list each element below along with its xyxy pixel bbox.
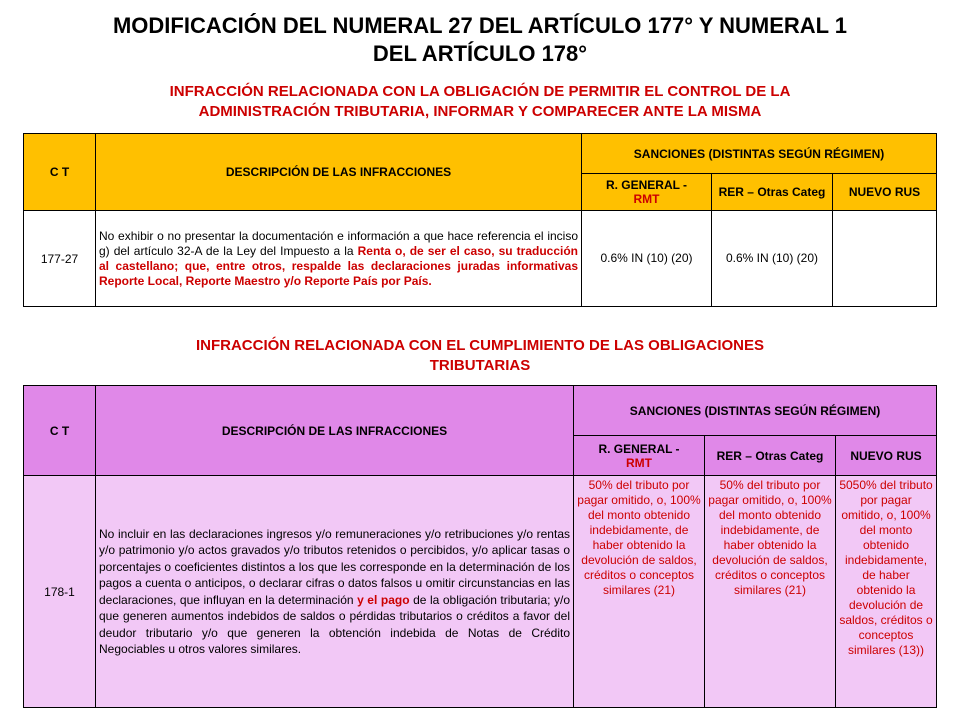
header-rer: RER – Otras Categ <box>705 436 836 476</box>
row-description-text-end: de la obligación tributaria; y/o que generen aumentos indebidos de saldos o pérdidas tributarios o créditos a favor del deudor tributario y/o que generen la obtención indebida de Notas de Crédito Negociables u otros valores similares. <box>99 592 571 656</box>
row-description-text: No exhibir o no presentar la documentación e información a que hace referencia el inciso g) del artículo 32-A de la Ley del Impuesto a la <box>99 228 578 258</box>
header-ct: C T <box>24 386 96 476</box>
header-regimen-general <box>582 174 712 211</box>
header-sanciones: SANCIONES (DISTINTAS SEGÚN RÉGIMEN) <box>574 386 937 436</box>
header-rer: RER – Otras Categ <box>712 174 833 211</box>
row-description <box>96 211 582 307</box>
table-row <box>24 476 937 708</box>
header-ct: C T <box>24 134 96 211</box>
row-sancion-regimen-general: 50% del tributo por pagar omitido, o, 100% del monto obtenido indebidamente, de haber obtenido la devolución de saldos, créditos o conceptos similares (21) <box>574 476 705 708</box>
row-description-text: No incluir en las declaraciones ingresos y/o remuneraciones y/o retribuciones y/o rentas y/o patrimonio y/o actos gravados y/o tributos retenidos o percibidos, y/o aplicar tasas o porcentajes o coeficientes distintos a los que les corresponde en la determinación de los pagos a cuenta o anticipos, o declarar cifras o datos falsos u omitir circunstancias en las declaraciones, que influyan en la determinación <box>99 526 570 607</box>
section2-subtitle-line-2: TRIBUTARIAS <box>429 357 531 374</box>
header-sanciones: SANCIONES (DISTINTAS SEGÚN RÉGIMEN) <box>582 134 937 174</box>
row-sancion-rer: 0.6% IN (10) (20) <box>712 211 833 307</box>
row-description-highlight: y el pago <box>357 592 410 607</box>
section1-subtitle-line-2: ADMINISTRACIÓN TRIBUTARIA, INFORMAR Y COMPARECER ANTE LA MISMA <box>198 103 762 120</box>
header-rmt-label: RMT <box>633 192 660 206</box>
row-sancion-nuevo-rus <box>833 211 937 307</box>
infraction-table-178 <box>23 385 937 708</box>
row-code: 178-1 <box>24 476 96 708</box>
section2-subtitle-line-1: INFRACCIÓN RELACIONADA CON EL CUMPLIMIENTO DE LAS OBLIGACIONES <box>195 337 765 354</box>
header-description: DESCRIPCIÓN DE LAS INFRACCIONES <box>96 386 574 476</box>
header-description: DESCRIPCIÓN DE LAS INFRACCIONES <box>96 134 582 211</box>
row-sancion-rer: 50% del tributo por pagar omitido, o, 100% del monto obtenido indebidamente, de haber obtenido la devolución de saldos, créditos o conceptos similares (21) <box>705 476 836 708</box>
header-nuevo-rus: NUEVO RUS <box>833 174 937 211</box>
page-title <box>0 12 960 68</box>
section1-subtitle-line-1: INFRACCIÓN RELACIONADA CON LA OBLIGACIÓN DE PERMITIR EL CONTROL DE LA <box>169 83 791 100</box>
row-code: 177-27 <box>24 211 96 307</box>
row-description-highlight: Renta o, de ser el caso, su traducción al castellano; que, entre otros, respalde las declaraciones juradas informativas Reporte Local, Reporte Maestro y/o Reporte País por País. <box>99 243 578 288</box>
header-regimen-general-label: R. GENERAL - <box>598 441 680 456</box>
row-description <box>96 476 574 708</box>
header-regimen-general-label: R. GENERAL - <box>605 178 688 192</box>
infraction-table-177 <box>23 133 937 307</box>
header-regimen-general <box>574 436 705 476</box>
section1-subtitle <box>40 82 920 122</box>
row-sancion-regimen-general: 0.6% IN (10) (20) <box>582 211 712 307</box>
header-nuevo-rus: NUEVO RUS <box>836 436 937 476</box>
table-row <box>24 211 937 307</box>
header-rmt-label: RMT <box>626 455 652 470</box>
page-title-line-2: DEL ARTÍCULO 178° <box>372 41 588 66</box>
row-sancion-nuevo-rus: 5050% del tributo por pagar omitido, o, 100% del monto obtenido indebidamente, de haber obtenido la devolución de saldos, créditos o conceptos similares (13)) <box>836 476 937 708</box>
page-title-line-1: MODIFICACIÓN DEL NUMERAL 27 DEL ARTÍCULO 177° Y NUMERAL 1 <box>112 13 848 38</box>
section2-subtitle <box>40 336 920 376</box>
